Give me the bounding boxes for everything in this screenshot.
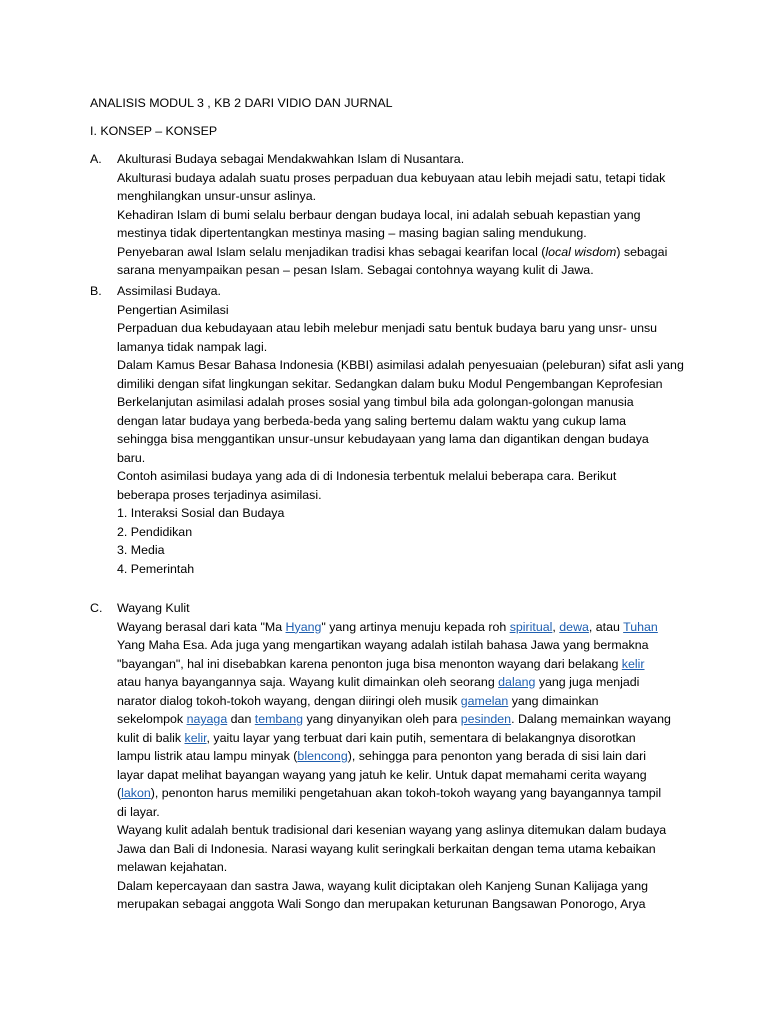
link-gamelan[interactable]: gamelan — [460, 693, 509, 708]
text-run: sekelompok — [117, 712, 187, 726]
paragraph-line: dengan latar budaya yang berbeda-beda yang saling bertemu dalam waktu yang cukup lama — [117, 413, 627, 428]
text-run: , atau — [588, 619, 624, 634]
section-c-marker: C. — [90, 601, 103, 615]
paragraph-line: Berkelanjutan asimilasi adalah proses sosial yang timbul bila ada golongan-golongan manusia — [117, 395, 634, 409]
paragraph-line: menghilangkan unsur-unsur aslinya. — [117, 189, 317, 203]
paragraph-line: Kehadiran Islam di bumi selalu berbaur dengan budaya local, ini adalah sebuah kepastian yang — [117, 207, 641, 222]
paragraph-line: Perpaduan dua kebudayaan atau lebih melebur menjadi satu bentuk budaya baru yang unsr- unsu — [117, 321, 658, 335]
section-a — [90, 150, 690, 280]
section-a-heading: Akulturasi Budaya sebagai Mendakwahkan Islam di Nusantara. — [117, 152, 465, 166]
text-run: , yaitu layar yang terbuat dari kain putih, sementara di belakangnya disorotkan — [206, 730, 636, 745]
paragraph-line: sehingga bisa menggantikan unsur-unsur kebudayaan yang lama dan digantikan dengan budaya — [117, 432, 649, 446]
paragraph-line — [117, 618, 690, 637]
paragraph-line: Yang Maha Esa. Ada juga yang mengartikan wayang adalah istilah bahasa Jawa yang bermakna — [117, 638, 649, 652]
link-hyang[interactable]: Hyang — [285, 619, 322, 634]
text-run: "bayangan", hal ini disebabkan karena penonton juga bisa menonton wayang dari belakang — [117, 656, 622, 671]
paragraph-line: Contoh asimilasi budaya yang ada di di Indonesia terbentuk melalui beberapa cara. Berikut — [117, 469, 617, 483]
text-run: , — [552, 619, 560, 634]
link-pesinden[interactable]: pesinden — [460, 712, 512, 726]
paragraph-line — [117, 655, 690, 674]
paragraph-line: lamanya tidak nampak lagi. — [117, 339, 268, 354]
section-b-marker: B. — [90, 284, 102, 298]
list-item: 3. Media — [117, 543, 165, 557]
text-run: kulit di balik — [117, 730, 185, 745]
section-title: I. KONSEP – KONSEP — [90, 124, 218, 138]
italic-term: local wisdom — [545, 244, 617, 259]
text-run: ( — [117, 786, 122, 800]
paragraph-line: melawan kejahatan. — [117, 860, 228, 874]
link-kelir[interactable]: kelir — [621, 656, 645, 671]
paragraph-line: di layar. — [117, 804, 160, 819]
text-run: atau hanya bayangannya saja. Wayang kulit dimainkan oleh seorang — [117, 675, 499, 689]
paragraph-line: mestinya tidak dipertentangkan mestinya masing – masing bagian saling mendukung. — [117, 226, 587, 240]
paragraph-line — [117, 673, 690, 692]
link-blencong[interactable]: blencong — [297, 749, 348, 763]
text-run: Wayang berasal dari kata "Ma — [117, 619, 286, 634]
paragraph-line: merupakan sebagai anggota Wali Songo dan merupakan keturunan Bangsawan Ponorogo, Arya — [117, 897, 646, 911]
paragraph-line — [117, 729, 690, 748]
text-run: narator dialog tokoh-tokoh wayang, dengan diiringi oleh musik — [117, 693, 461, 708]
link-spiritual[interactable]: spiritual — [509, 619, 553, 634]
section-b-heading: Assimilasi Budaya. — [117, 284, 221, 298]
document-title: ANALISIS MODUL 3 , KB 2 DARI VIDIO DAN JURNAL — [90, 96, 393, 110]
paragraph-line — [117, 784, 690, 803]
section-c — [90, 599, 690, 914]
paragraph-line: beberapa proses terjadinya asimilasi. — [117, 487, 322, 502]
list-item: 4. Pemerintah — [117, 561, 195, 576]
list-item: 1. Interaksi Sosial dan Budaya — [117, 506, 285, 520]
text-run: yang dimainkan — [508, 693, 599, 708]
text-run: lampu listrik atau lampu minyak ( — [117, 749, 298, 763]
paragraph-line: Akulturasi budaya adalah suatu proses perpaduan dua kebuyaan atau lebih mejadi satu, tetapi tidak — [117, 170, 666, 185]
text-run: dan — [227, 712, 255, 726]
text-run: ) sebagai — [616, 244, 668, 259]
link-kelir-2[interactable]: kelir — [184, 730, 207, 745]
section-b-subheading: Pengertian Asimilasi — [117, 302, 229, 317]
text-run: " yang artinya menuju kepada roh — [321, 619, 510, 634]
paragraph-line: sarana menyampaikan pesan – pesan Islam. Sebagai contohnya wayang kulit di Jawa. — [117, 263, 594, 277]
link-dewa[interactable]: dewa — [559, 619, 589, 634]
text-run: Penyebaran awal Islam selalu menjadikan tradisi khas sebagai kearifan local ( — [117, 244, 546, 259]
text-run: yang juga menjadi — [535, 675, 640, 689]
list-item: 2. Pendidikan — [117, 524, 193, 539]
section-a-marker: A. — [90, 152, 102, 166]
paragraph-line — [117, 243, 690, 262]
paragraph-line: Jawa dan Bali di Indonesia. Narasi wayang kulit seringkali berkaitan dengan tema utama kebaikan — [117, 841, 656, 856]
section-b — [90, 282, 690, 578]
paragraph-line: Dalam Kamus Besar Bahasa Indonesia (KBBI) asimilasi adalah penyesuaian (peleburan) sifat asli yang — [117, 358, 684, 372]
link-dalang[interactable]: dalang — [498, 675, 536, 689]
paragraph-line: dimiliki dengan sifat lingkungan sekitar. Sedangkan dalam buku Modul Pengembangan Keprofesian — [117, 376, 663, 391]
paragraph-line — [117, 747, 690, 766]
link-tembang[interactable]: tembang — [254, 712, 304, 726]
link-lakon[interactable]: lakon — [121, 786, 151, 800]
paragraph-line: Dalam kepercayaan dan sastra Jawa, wayang kulit diciptakan oleh Kanjeng Sunan Kalijaga yang — [117, 878, 649, 893]
text-run: ), penonton harus memiliki pengetahuan akan tokoh-tokoh wayang yang bayangannya tampil — [150, 786, 662, 800]
paragraph-line: Wayang kulit adalah bentuk tradisional dari kesenian wayang yang aslinya ditemukan dalam budaya — [117, 823, 667, 837]
link-nayaga[interactable]: nayaga — [186, 712, 228, 726]
text-run: yang dinyanyikan oleh para — [303, 712, 461, 726]
link-tuhan[interactable]: Tuhan — [623, 619, 658, 634]
text-run: . Dalang memainkan wayang — [511, 712, 671, 726]
paragraph-line: layar dapat melihat bayangan wayang yang jatuh ke kelir. Untuk dapat memahami cerita wayang — [117, 767, 647, 782]
text-run: ), sehingga para penonton yang berada di sisi lain dari — [347, 749, 646, 763]
paragraph-line — [117, 692, 690, 711]
paragraph-line — [117, 710, 690, 729]
paragraph-line: baru. — [117, 450, 146, 465]
section-c-heading: Wayang Kulit — [117, 601, 190, 615]
